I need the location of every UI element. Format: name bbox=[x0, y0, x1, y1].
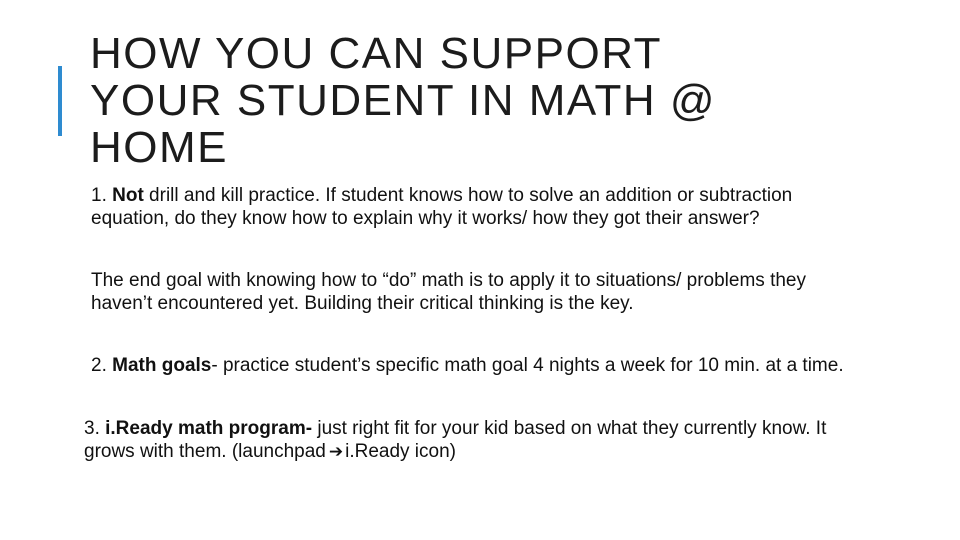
point-math-goals bbox=[91, 354, 851, 377]
point-end-goal-text: The end goal with knowing how to “do” math is to apply it to situations/ problems they haven’t encountered yet. Building their critical thinking is the key. bbox=[91, 270, 806, 314]
title-line-1: HOW YOU CAN SUPPORT bbox=[90, 29, 663, 78]
point-iready-program bbox=[84, 417, 844, 464]
point-end-goal bbox=[91, 269, 851, 315]
point-3-text-end: i.Ready icon) bbox=[345, 441, 456, 462]
point-3-number: 3. bbox=[84, 418, 106, 439]
title-accent-bar bbox=[58, 66, 62, 136]
title-line-2: YOUR STUDENT IN MATH @ bbox=[90, 76, 717, 125]
point-1-text: drill and kill practice. If student knows how to solve an addition or subtraction equation, do they know how to explain why it works/ how they got their answer? bbox=[91, 185, 793, 229]
point-1-number: 1. bbox=[91, 185, 113, 206]
point-2-keyword: Math goals bbox=[112, 355, 212, 376]
point-3-text: just right fit for your kid based on what they currently know. It grows with them. (launchpad bbox=[84, 418, 827, 462]
point-2-text: - practice student’s specific math goal 4 nights a week for 10 min. at a time. bbox=[211, 355, 844, 376]
point-not-drill-and-kill bbox=[91, 184, 871, 230]
point-2-number: 2. bbox=[91, 355, 113, 376]
point-3-keyword: i.Ready math program- bbox=[105, 418, 313, 439]
title-line-3: HOME bbox=[90, 123, 228, 172]
point-1-keyword: Not bbox=[112, 185, 144, 206]
slide-title bbox=[90, 30, 890, 171]
arrow-right-icon: ➔ bbox=[328, 442, 344, 462]
